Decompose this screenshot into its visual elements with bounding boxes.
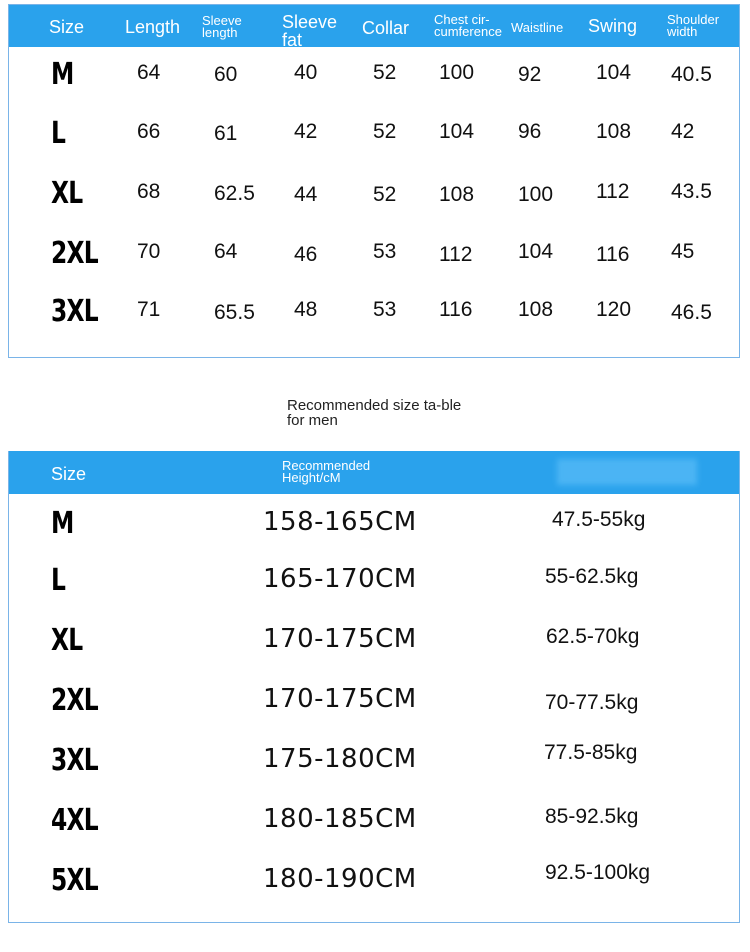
table-cell: 48 <box>294 298 318 321</box>
table-cell: 42 <box>671 120 695 143</box>
table-cell: 46 <box>294 243 318 266</box>
table-cell: 116 <box>596 243 630 266</box>
table-cell: 116 <box>439 298 473 321</box>
size-label: L <box>51 563 66 598</box>
column-header: Collar <box>362 18 410 38</box>
table-cell: 92 <box>518 63 542 86</box>
table-cell: 104 <box>439 120 475 143</box>
table-cell: 46.5 <box>671 301 712 324</box>
recommended-weight: 85-92.5kg <box>545 805 639 828</box>
table-cell: 65.5 <box>214 301 255 324</box>
table-cell: 108 <box>439 183 475 206</box>
recommended-header-size: Size <box>51 464 87 484</box>
size-label: 4XL <box>51 803 98 838</box>
recommended-weight: 62.5-70kg <box>546 625 640 648</box>
table-cell: 53 <box>373 240 397 263</box>
column-header: Size <box>49 17 85 37</box>
table-cell: 40.5 <box>671 63 712 86</box>
recommended-weight: 70-77.5kg <box>545 691 639 714</box>
table-cell: 104 <box>596 61 632 84</box>
size-label: 2XL <box>51 236 98 271</box>
recommended-height: 158-165CM <box>263 507 417 537</box>
size-label: XL <box>51 623 83 658</box>
table-cell: 62.5 <box>214 182 255 205</box>
column-header: Sleeve fat <box>282 12 338 50</box>
table-cell: 53 <box>373 298 397 321</box>
table-cell: 45 <box>671 240 695 263</box>
table-cell: 96 <box>518 120 542 143</box>
recommended-height: 180-190CM <box>263 864 417 894</box>
size-label: 5XL <box>51 863 98 898</box>
column-header: Shoulder width <box>667 12 720 40</box>
table-cell: 42 <box>294 120 318 143</box>
size-label: XL <box>51 176 83 211</box>
recommended-weight: 92.5-100kg <box>545 861 651 884</box>
table-cell: 64 <box>137 61 161 84</box>
column-header: Length <box>125 17 181 37</box>
table-cell: 60 <box>214 63 238 86</box>
recommended-size-caption: Recommended size ta-ble for men <box>287 397 462 429</box>
size-label: M <box>51 506 74 541</box>
table-cell: 70 <box>137 240 161 263</box>
table-cell: 108 <box>518 298 554 321</box>
size-table-header <box>9 5 739 50</box>
size-label: 2XL <box>51 683 98 718</box>
size-label: L <box>51 116 66 151</box>
recommended-height: 180-185CM <box>263 804 417 834</box>
table-cell: 52 <box>373 61 397 84</box>
column-header: Sleeve length <box>202 13 242 41</box>
table-cell: 100 <box>518 183 554 206</box>
table-cell: 120 <box>596 298 632 321</box>
table-cell: 52 <box>373 183 397 206</box>
recommended-weight: 55-62.5kg <box>545 565 639 588</box>
table-cell: 68 <box>137 180 161 203</box>
table-cell: 112 <box>439 243 473 266</box>
recommended-height: 165-170CM <box>263 564 417 594</box>
table-cell: 61 <box>214 122 238 145</box>
recommended-height: 170-175CM <box>263 684 417 714</box>
table-cell: 44 <box>294 183 318 206</box>
table-cell: 66 <box>137 120 161 143</box>
recommended-weight: 77.5-85kg <box>544 741 638 764</box>
column-header: Waistline <box>511 20 564 35</box>
size-label: 3XL <box>51 743 98 778</box>
column-header: Chest cir-cumference <box>434 12 502 40</box>
recommended-height: 170-175CM <box>263 624 417 654</box>
blurred-weight-header <box>557 459 697 485</box>
table-cell: 64 <box>214 240 238 263</box>
recommended-size-table <box>8 451 740 923</box>
table-cell: 71 <box>137 298 161 321</box>
table-cell: 52 <box>373 120 397 143</box>
size-measurement-table <box>8 4 740 358</box>
table-cell: 108 <box>596 120 632 143</box>
recommended-table-header <box>9 451 739 494</box>
recommended-height: 175-180CM <box>263 744 417 774</box>
size-label: M <box>51 57 74 92</box>
table-cell: 100 <box>439 61 475 84</box>
table-cell: 43.5 <box>671 180 712 203</box>
column-header: Swing <box>588 16 638 36</box>
recommended-weight: 47.5-55kg <box>552 508 646 531</box>
table-cell: 104 <box>518 240 554 263</box>
table-cell: 40 <box>294 61 318 84</box>
recommended-header-height: Recommended Height/cM <box>282 458 371 486</box>
size-label: 3XL <box>51 294 98 329</box>
table-cell: 112 <box>596 180 630 203</box>
